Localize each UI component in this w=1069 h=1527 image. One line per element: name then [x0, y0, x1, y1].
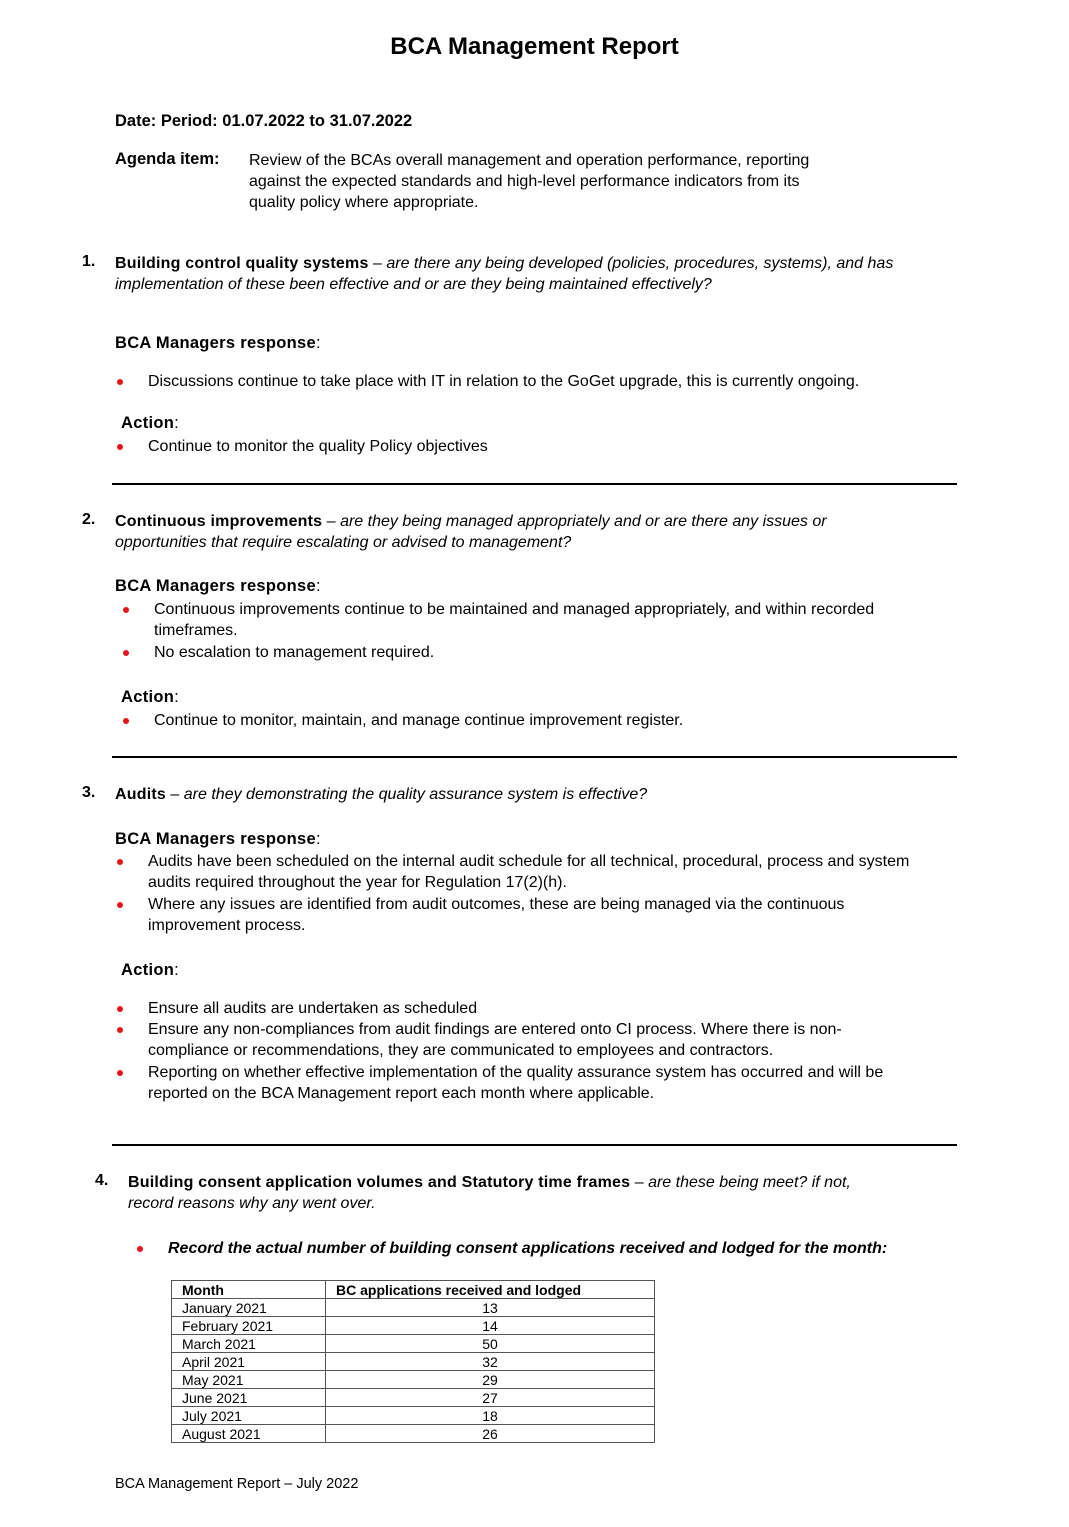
table-header-row: [172, 1281, 655, 1299]
table-row: [172, 1317, 655, 1335]
bullet-icon: [117, 1070, 123, 1076]
section-divider: [112, 483, 957, 485]
section-2-number: 2.: [82, 511, 96, 528]
section-3-heading: Audits – are they demonstrating the quality assurance system is effective?: [115, 786, 648, 803]
document-title: BCA Management Report: [390, 33, 679, 60]
bullet-icon: [123, 607, 129, 613]
table-row: [172, 1353, 655, 1371]
section-4-number: 4.: [95, 1172, 109, 1189]
section-2-heading: Continuous improvements – are they being managed appropriately and or are there any issues or opportunities that require escalating or advised to management?: [115, 513, 827, 551]
bullet-icon: [117, 379, 123, 385]
bullet-icon: [117, 1027, 123, 1033]
bullet-icon: [117, 902, 123, 908]
count-cell: 27: [326, 1389, 655, 1407]
count-cell: 29: [326, 1371, 655, 1389]
section-1-action-item: Continue to monitor the quality Policy objectives: [148, 438, 488, 455]
section-2-response-item: Continuous improvements continue to be maintained and managed appropriately, and within recorded timeframes.: [154, 601, 875, 639]
table-row: [172, 1299, 655, 1317]
section-3-number: 3.: [82, 784, 96, 801]
agenda-label: Agenda item:: [115, 150, 220, 168]
table-row: [172, 1407, 655, 1425]
section-divider: [112, 1144, 957, 1146]
bullet-icon: [123, 650, 129, 656]
section-2-action-label: Action:: [121, 688, 180, 706]
bc-applications-table: [171, 1280, 655, 1443]
count-cell: 32: [326, 1353, 655, 1371]
section-4-heading: Building consent application volumes and Statutory time frames – are these being meet? if not, record reasons why any went over.: [128, 1174, 851, 1212]
section-3-action-label: Action:: [121, 961, 180, 979]
section-3-action-item: Ensure all audits are undertaken as scheduled: [148, 1000, 478, 1017]
section-3-response-item: Audits have been scheduled on the internal audit schedule for all technical, procedural, process and system audits required throughout the year for Regulation 17(2)(h).: [148, 853, 910, 891]
section-2-action-item: Continue to monitor, maintain, and manage continue improvement register.: [154, 712, 684, 729]
section-3-action-item: Reporting on whether effective implementation of the quality assurance system has occurred and will be reported on the BCA Management report each month where applicable.: [148, 1064, 884, 1102]
section-4-instruction: Record the actual number of building consent applications received and lodged for the month:: [168, 1240, 888, 1257]
section-3-response-item: Where any issues are identified from audit outcomes, these are being managed via the continuous improvement process.: [148, 896, 845, 934]
section-1-response-label: BCA Managers response:: [115, 334, 321, 352]
month-cell: January 2021: [172, 1299, 326, 1317]
table-row: [172, 1335, 655, 1353]
section-3-action-item: Ensure any non-compliances from audit findings are entered onto CI process. Where there is non- compliance or recommendations, they are communicated to employees and contractors.: [148, 1021, 842, 1059]
month-cell: March 2021: [172, 1335, 326, 1353]
bullet-icon: [123, 718, 129, 724]
month-cell: February 2021: [172, 1317, 326, 1335]
table-row: [172, 1371, 655, 1389]
count-cell: 18: [326, 1407, 655, 1425]
bullet-icon: [137, 1246, 143, 1252]
bullet-icon: [117, 859, 123, 865]
column-header-month: Month: [172, 1281, 326, 1299]
page-footer: BCA Management Report – July 2022: [115, 1476, 359, 1492]
section-2-response-item: No escalation to management required.: [154, 644, 435, 661]
section-1-heading: Building control quality systems – are there any being developed (policies, procedures, systems), and has implementation of these been effective and or are they being maintained effectively?: [115, 255, 894, 293]
section-2-response-label: BCA Managers response:: [115, 577, 321, 595]
count-cell: 13: [326, 1299, 655, 1317]
month-cell: June 2021: [172, 1389, 326, 1407]
table-row: [172, 1425, 655, 1443]
count-cell: 26: [326, 1425, 655, 1443]
count-cell: 50: [326, 1335, 655, 1353]
report-period: Date: Period: 01.07.2022 to 31.07.2022: [115, 112, 413, 130]
count-cell: 14: [326, 1317, 655, 1335]
section-1-response-item: Discussions continue to take place with IT in relation to the GoGet upgrade, this is currently ongoing.: [148, 373, 860, 390]
month-cell: April 2021: [172, 1353, 326, 1371]
month-cell: July 2021: [172, 1407, 326, 1425]
section-divider: [112, 756, 957, 758]
bullet-icon: [117, 1006, 123, 1012]
section-1-action-label: Action:: [121, 414, 180, 432]
month-cell: August 2021: [172, 1425, 326, 1443]
month-cell: May 2021: [172, 1371, 326, 1389]
agenda-text: Review of the BCAs overall management and operation performance, reporting against the expected standards and high-level performance indicators from its quality policy where appropriate.: [249, 152, 810, 211]
bullet-icon: [117, 444, 123, 450]
column-header-applications: BC applications received and lodged: [326, 1281, 655, 1299]
section-3-response-label: BCA Managers response:: [115, 830, 321, 848]
table-row: [172, 1389, 655, 1407]
section-1-number: 1.: [82, 253, 96, 270]
